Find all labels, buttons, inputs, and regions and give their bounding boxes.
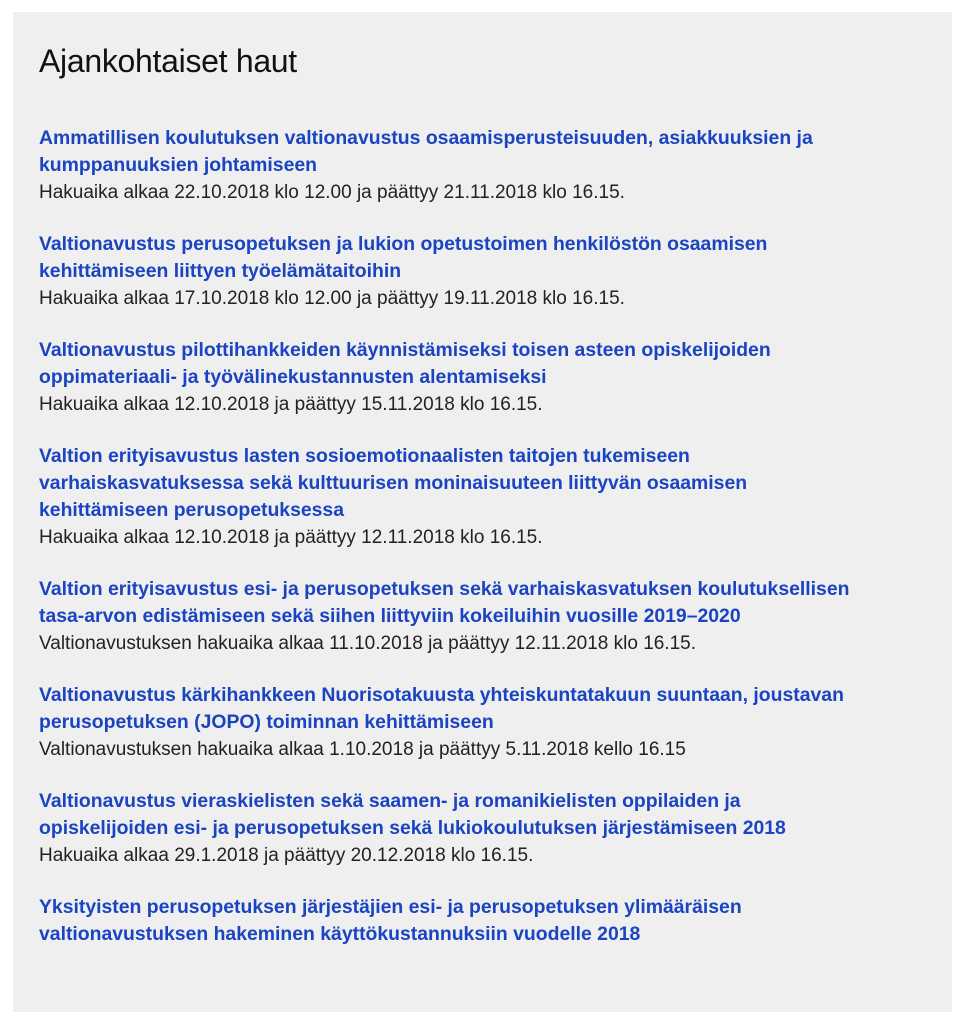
call-deadline-text: Valtionavustuksen hakuaika alkaa 1.10.2018 ja päättyy 5.11.2018 kello 16.15 — [39, 739, 686, 760]
call-deadline-text: Valtionavustuksen hakuaika alkaa 11.10.2018 ja päättyy 12.11.2018 klo 16.15. — [39, 633, 697, 654]
call-title-link[interactable]: Ammatillisen koulutuksen valtionavustus osaamisperusteisuuden, asiakkuuksien ja kumppanuuksien johtamiseen — [39, 127, 813, 176]
call-deadline-text: Hakuaika alkaa 29.1.2018 ja päättyy 20.12.2018 klo 16.15. — [39, 845, 534, 866]
call-title-link[interactable]: Valtionavustus pilottihankkeiden käynnistämiseksi toisen asteen opiskelijoiden oppimateriaali- ja työvälinekustannusten alentamiseksi — [39, 339, 771, 388]
call-deadline-text: Hakuaika alkaa 22.10.2018 klo 12.00 ja päättyy 21.11.2018 klo 16.15. — [39, 182, 625, 203]
call-title-link[interactable]: Valtion erityisavustus lasten sosioemotionaalisten taitojen tukemiseen varhaiskasvatuksessa sekä kulttuurisen moninaisuuteen liittyvän osaamisen kehittämiseen perusopetuksessa — [39, 445, 748, 521]
call-title-link[interactable]: Valtionavustus vieraskielisten sekä saamen- ja romanikielisten oppilaiden ja opiskelijoiden esi- ja perusopetuksen sekä lukiokoulutuksen järjestämiseen 2018 — [39, 790, 786, 839]
list-item — [39, 125, 926, 206]
call-title-link[interactable]: Valtionavustus perusopetuksen ja lukion opetustoimen henkilöstön osaamisen kehittämiseen liittyen työelämätaitoihin — [39, 233, 768, 282]
call-deadline-text: Hakuaika alkaa 12.10.2018 ja päättyy 12.11.2018 klo 16.15. — [39, 527, 543, 548]
current-calls-panel — [13, 12, 952, 1012]
list-item — [39, 231, 926, 312]
list-item — [39, 576, 926, 657]
list-item — [39, 894, 926, 948]
call-title-link[interactable]: Valtionavustus kärkihankkeen Nuorisotakuusta yhteiskuntatakuun suuntaan, joustavan perusopetuksen (JOPO) toiminnan kehittämiseen — [39, 684, 844, 733]
list-item — [39, 682, 926, 763]
call-title-link[interactable]: Valtion erityisavustus esi- ja perusopetuksen sekä varhaiskasvatuksen koulutuksellisen tasa-arvon edistämiseen sekä siihen liittyviin kokeiluihin vuosille 2019–2020 — [39, 578, 850, 627]
page-title: Ajankohtaiset haut — [39, 43, 297, 79]
list-item — [39, 443, 926, 551]
call-deadline-text: Hakuaika alkaa 17.10.2018 klo 12.00 ja päättyy 19.11.2018 klo 16.15. — [39, 288, 625, 309]
calls-list — [39, 125, 926, 948]
call-title-link[interactable]: Yksityisten perusopetuksen järjestäjien esi- ja perusopetuksen ylimääräisen valtionavustuksen hakeminen käyttökustannuksiin vuodelle 2018 — [39, 896, 742, 945]
list-item — [39, 337, 926, 418]
call-deadline-text: Hakuaika alkaa 12.10.2018 ja päättyy 15.11.2018 klo 16.15. — [39, 394, 543, 415]
list-item — [39, 788, 926, 869]
